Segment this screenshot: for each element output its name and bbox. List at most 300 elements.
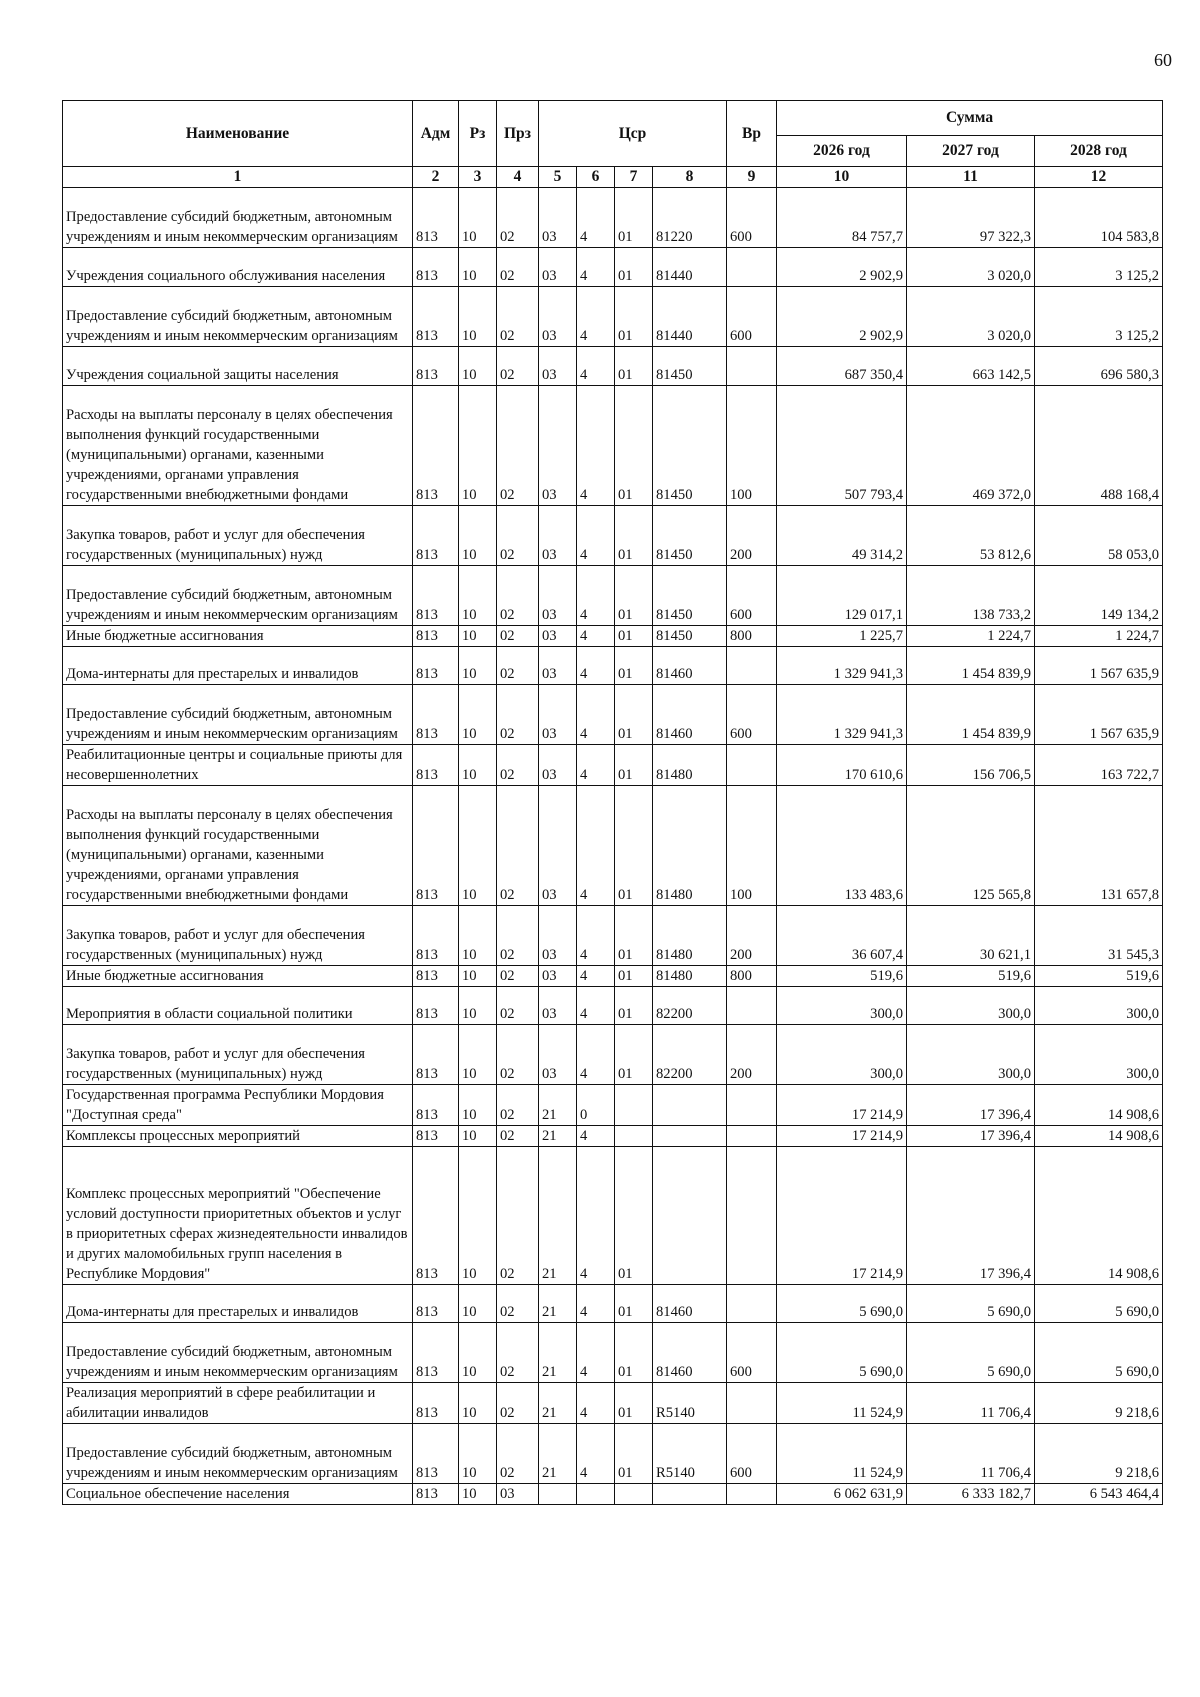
row-rz: 10: [459, 647, 497, 685]
row-sum-2026: 2 902,9: [777, 248, 907, 287]
row-prz: 02: [497, 1126, 539, 1147]
row-csr-7: 01: [615, 626, 653, 647]
row-csr-6: 4: [577, 685, 615, 745]
row-sum-2028: 6 543 464,4: [1035, 1484, 1163, 1505]
row-name: Комплекс процессных мероприятий "Обеспечение условий доступности приоритетных объектов и услуг в приоритетных сферах жизнедеятельности инвалидов и других маломобильных групп населения в Республике Мордовия": [63, 1147, 413, 1285]
row-csr-5: 21: [539, 1085, 577, 1126]
row-sum-2026: 17 214,9: [777, 1085, 907, 1126]
row-prz: 02: [497, 1025, 539, 1085]
row-rz: 10: [459, 347, 497, 386]
row-adm: 813: [413, 287, 459, 347]
row-sum-2028: 31 545,3: [1035, 906, 1163, 966]
row-adm: 813: [413, 1126, 459, 1147]
row-name: Предоставление субсидий бюджетным, автономным учреждениям и иным некоммерческим организациям: [63, 1323, 413, 1383]
row-sum-2028: 519,6: [1035, 966, 1163, 987]
table-row: [63, 1383, 1163, 1424]
row-sum-2028: 14 908,6: [1035, 1147, 1163, 1285]
row-adm: 813: [413, 906, 459, 966]
header-name: Наименование: [63, 101, 413, 167]
row-csr-7: 01: [615, 1147, 653, 1285]
row-csr-5: 03: [539, 906, 577, 966]
row-sum-2028: 5 690,0: [1035, 1323, 1163, 1383]
row-csr-8: 81450: [653, 626, 727, 647]
row-prz: 02: [497, 745, 539, 786]
row-sum-2028: 300,0: [1035, 987, 1163, 1025]
table-row: [63, 626, 1163, 647]
table-row: [63, 347, 1163, 386]
row-adm: 813: [413, 506, 459, 566]
row-csr-8: R5140: [653, 1383, 727, 1424]
row-csr-7: 01: [615, 188, 653, 248]
row-sum-2027: 1 454 839,9: [907, 647, 1035, 685]
row-vr: 600: [727, 1323, 777, 1383]
row-prz: 02: [497, 506, 539, 566]
row-adm: 813: [413, 1484, 459, 1505]
row-rz: 10: [459, 1147, 497, 1285]
row-adm: 813: [413, 566, 459, 626]
row-adm: 813: [413, 786, 459, 906]
row-name: Предоставление субсидий бюджетным, автономным учреждениям и иным некоммерческим организациям: [63, 287, 413, 347]
row-adm: 813: [413, 1383, 459, 1424]
row-name: Иные бюджетные ассигнования: [63, 626, 413, 647]
row-sum-2026: 507 793,4: [777, 386, 907, 506]
row-vr: 600: [727, 1424, 777, 1484]
column-number: 11: [907, 167, 1035, 188]
row-csr-6: 0: [577, 1085, 615, 1126]
row-vr: [727, 1085, 777, 1126]
row-name: Дома-интернаты для престарелых и инвалидов: [63, 647, 413, 685]
row-csr-5: 03: [539, 987, 577, 1025]
row-name: Закупка товаров, работ и услуг для обеспечения государственных (муниципальных) нужд: [63, 506, 413, 566]
row-csr-8: 81460: [653, 685, 727, 745]
row-sum-2026: 687 350,4: [777, 347, 907, 386]
row-sum-2028: 1 224,7: [1035, 626, 1163, 647]
row-vr: 200: [727, 1025, 777, 1085]
row-csr-7: 01: [615, 745, 653, 786]
row-adm: 813: [413, 987, 459, 1025]
row-csr-5: 03: [539, 966, 577, 987]
row-prz: 02: [497, 1285, 539, 1323]
table-row: [63, 1025, 1163, 1085]
row-adm: 813: [413, 647, 459, 685]
row-csr-8: R5140: [653, 1424, 727, 1484]
row-csr-6: 4: [577, 1126, 615, 1147]
row-csr-6: 4: [577, 347, 615, 386]
row-rz: 10: [459, 626, 497, 647]
row-csr-6: 4: [577, 786, 615, 906]
row-csr-7: 01: [615, 1424, 653, 1484]
row-vr: [727, 248, 777, 287]
row-adm: 813: [413, 626, 459, 647]
row-csr-8: 81440: [653, 248, 727, 287]
column-number: 1: [63, 167, 413, 188]
row-name: Иные бюджетные ассигнования: [63, 966, 413, 987]
row-csr-5: 21: [539, 1323, 577, 1383]
row-csr-5: 03: [539, 745, 577, 786]
row-csr-6: 4: [577, 1424, 615, 1484]
row-csr-5: 03: [539, 386, 577, 506]
row-csr-5: 03: [539, 647, 577, 685]
row-rz: 10: [459, 566, 497, 626]
row-adm: 813: [413, 248, 459, 287]
row-rz: 10: [459, 188, 497, 248]
row-csr-7: 01: [615, 1285, 653, 1323]
row-sum-2027: 519,6: [907, 966, 1035, 987]
row-rz: 10: [459, 786, 497, 906]
row-sum-2027: 17 396,4: [907, 1085, 1035, 1126]
row-csr-7: 01: [615, 906, 653, 966]
column-number: 9: [727, 167, 777, 188]
row-csr-7: [615, 1126, 653, 1147]
row-sum-2028: 163 722,7: [1035, 745, 1163, 786]
row-csr-6: 4: [577, 287, 615, 347]
table-row: [63, 248, 1163, 287]
row-vr: [727, 987, 777, 1025]
row-sum-2026: 300,0: [777, 987, 907, 1025]
row-csr-6: 4: [577, 906, 615, 966]
row-sum-2027: 300,0: [907, 987, 1035, 1025]
row-prz: 02: [497, 906, 539, 966]
row-sum-2026: 1 329 941,3: [777, 685, 907, 745]
row-name: Закупка товаров, работ и услуг для обеспечения государственных (муниципальных) нужд: [63, 1025, 413, 1085]
row-name: Государственная программа Республики Мордовия "Доступная среда": [63, 1085, 413, 1126]
row-prz: 02: [497, 1424, 539, 1484]
row-vr: 600: [727, 685, 777, 745]
row-csr-7: 01: [615, 386, 653, 506]
row-csr-5: 03: [539, 248, 577, 287]
row-sum-2028: 5 690,0: [1035, 1285, 1163, 1323]
row-sum-2028: 131 657,8: [1035, 786, 1163, 906]
row-sum-2027: 138 733,2: [907, 566, 1035, 626]
row-csr-7: [615, 1484, 653, 1505]
row-adm: 813: [413, 347, 459, 386]
row-csr-7: 01: [615, 987, 653, 1025]
row-rz: 10: [459, 685, 497, 745]
header-year-2028: 2028 год: [1035, 136, 1163, 167]
row-csr-5: 21: [539, 1147, 577, 1285]
row-csr-6: 4: [577, 506, 615, 566]
row-sum-2027: 53 812,6: [907, 506, 1035, 566]
row-sum-2026: 1 225,7: [777, 626, 907, 647]
row-csr-6: [577, 1484, 615, 1505]
row-csr-5: 03: [539, 347, 577, 386]
row-sum-2027: 17 396,4: [907, 1126, 1035, 1147]
row-sum-2028: 1 567 635,9: [1035, 685, 1163, 745]
row-sum-2026: 519,6: [777, 966, 907, 987]
row-csr-8: 81460: [653, 1285, 727, 1323]
row-csr-6: 4: [577, 987, 615, 1025]
row-name: Расходы на выплаты персоналу в целях обеспечения выполнения функций государственными (муниципальными) органами, казенными учреждениями, органами управления государственными внебюджетными фондами: [63, 386, 413, 506]
row-prz: 02: [497, 626, 539, 647]
row-csr-6: 4: [577, 647, 615, 685]
row-sum-2028: 149 134,2: [1035, 566, 1163, 626]
row-name: Комплексы процессных мероприятий: [63, 1126, 413, 1147]
row-sum-2028: 14 908,6: [1035, 1126, 1163, 1147]
row-vr: [727, 347, 777, 386]
row-csr-8: 81480: [653, 786, 727, 906]
column-number: 4: [497, 167, 539, 188]
row-rz: 10: [459, 1085, 497, 1126]
row-prz: 02: [497, 287, 539, 347]
row-csr-6: 4: [577, 1383, 615, 1424]
row-vr: 100: [727, 386, 777, 506]
row-sum-2027: 3 020,0: [907, 287, 1035, 347]
row-adm: 813: [413, 1085, 459, 1126]
row-sum-2028: 1 567 635,9: [1035, 647, 1163, 685]
row-csr-7: 01: [615, 1025, 653, 1085]
row-csr-5: 03: [539, 287, 577, 347]
row-sum-2026: 129 017,1: [777, 566, 907, 626]
row-sum-2027: 3 020,0: [907, 248, 1035, 287]
header-sum: Сумма: [777, 101, 1163, 136]
table-row: [63, 506, 1163, 566]
row-sum-2026: 84 757,7: [777, 188, 907, 248]
row-csr-7: 01: [615, 1383, 653, 1424]
row-csr-7: 01: [615, 347, 653, 386]
row-sum-2026: 17 214,9: [777, 1147, 907, 1285]
table-row: [63, 987, 1163, 1025]
row-csr-5: 03: [539, 685, 577, 745]
table-row: [63, 1323, 1163, 1383]
header-csr: Цср: [539, 101, 727, 167]
row-name: Мероприятия в области социальной политики: [63, 987, 413, 1025]
row-sum-2028: 14 908,6: [1035, 1085, 1163, 1126]
row-sum-2027: 17 396,4: [907, 1147, 1035, 1285]
table-row: [63, 188, 1163, 248]
row-sum-2027: 5 690,0: [907, 1285, 1035, 1323]
row-csr-6: 4: [577, 248, 615, 287]
row-csr-8: 81480: [653, 966, 727, 987]
row-adm: 813: [413, 966, 459, 987]
row-sum-2028: 58 053,0: [1035, 506, 1163, 566]
row-adm: 813: [413, 386, 459, 506]
row-vr: 200: [727, 506, 777, 566]
table-row: [63, 1126, 1163, 1147]
row-sum-2027: 663 142,5: [907, 347, 1035, 386]
row-name: Предоставление субсидий бюджетным, автономным учреждениям и иным некоммерческим организациям: [63, 685, 413, 745]
row-sum-2026: 2 902,9: [777, 287, 907, 347]
row-sum-2026: 5 690,0: [777, 1323, 907, 1383]
row-csr-6: 4: [577, 1285, 615, 1323]
table-row: [63, 647, 1163, 685]
row-csr-8: 81450: [653, 347, 727, 386]
row-sum-2026: 11 524,9: [777, 1383, 907, 1424]
row-csr-5: 03: [539, 506, 577, 566]
row-rz: 10: [459, 1383, 497, 1424]
row-adm: 813: [413, 188, 459, 248]
row-sum-2027: 469 372,0: [907, 386, 1035, 506]
row-adm: 813: [413, 1323, 459, 1383]
row-vr: [727, 1484, 777, 1505]
row-csr-8: [653, 1085, 727, 1126]
row-adm: 813: [413, 1424, 459, 1484]
header-year-2027: 2027 год: [907, 136, 1035, 167]
budget-table: [62, 100, 1163, 1505]
row-sum-2026: 300,0: [777, 1025, 907, 1085]
table-row: [63, 1484, 1163, 1505]
column-number: 5: [539, 167, 577, 188]
table-row: [63, 1085, 1163, 1126]
row-rz: 10: [459, 966, 497, 987]
row-csr-8: 81220: [653, 188, 727, 248]
row-vr: 600: [727, 188, 777, 248]
row-name: Дома-интернаты для престарелых и инвалидов: [63, 1285, 413, 1323]
table-row: [63, 745, 1163, 786]
row-vr: [727, 1126, 777, 1147]
row-name: Предоставление субсидий бюджетным, автономным учреждениям и иным некоммерческим организациям: [63, 188, 413, 248]
row-prz: 02: [497, 566, 539, 626]
row-csr-8: 82200: [653, 1025, 727, 1085]
row-sum-2027: 30 621,1: [907, 906, 1035, 966]
row-rz: 10: [459, 1484, 497, 1505]
row-csr-7: 01: [615, 506, 653, 566]
row-csr-8: 81440: [653, 287, 727, 347]
row-csr-5: 03: [539, 786, 577, 906]
row-csr-6: 4: [577, 1147, 615, 1285]
row-csr-5: 21: [539, 1383, 577, 1424]
row-prz: 02: [497, 188, 539, 248]
table-row: [63, 566, 1163, 626]
row-prz: 02: [497, 685, 539, 745]
table-row: [63, 685, 1163, 745]
row-prz: 02: [497, 1383, 539, 1424]
column-number: 10: [777, 167, 907, 188]
row-sum-2028: 9 218,6: [1035, 1424, 1163, 1484]
row-csr-7: [615, 1085, 653, 1126]
column-number-row: [63, 167, 1163, 188]
row-csr-8: 81450: [653, 566, 727, 626]
row-sum-2027: 6 333 182,7: [907, 1484, 1035, 1505]
row-vr: 600: [727, 566, 777, 626]
row-name: Социальное обеспечение населения: [63, 1484, 413, 1505]
row-sum-2028: 696 580,3: [1035, 347, 1163, 386]
column-number: 3: [459, 167, 497, 188]
table-row: [63, 786, 1163, 906]
row-csr-5: 03: [539, 626, 577, 647]
table-row: [63, 906, 1163, 966]
row-prz: 02: [497, 647, 539, 685]
row-name: Учреждения социальной защиты населения: [63, 347, 413, 386]
row-sum-2027: 97 322,3: [907, 188, 1035, 248]
row-adm: 813: [413, 1025, 459, 1085]
row-csr-6: 4: [577, 566, 615, 626]
row-adm: 813: [413, 1147, 459, 1285]
row-sum-2028: 9 218,6: [1035, 1383, 1163, 1424]
row-csr-5: 03: [539, 188, 577, 248]
row-sum-2028: 3 125,2: [1035, 248, 1163, 287]
row-vr: [727, 1147, 777, 1285]
row-csr-7: 01: [615, 566, 653, 626]
row-csr-7: 01: [615, 966, 653, 987]
row-rz: 10: [459, 1285, 497, 1323]
header-prz: Прз: [497, 101, 539, 167]
row-csr-7: 01: [615, 685, 653, 745]
row-sum-2027: 125 565,8: [907, 786, 1035, 906]
row-csr-5: 03: [539, 1025, 577, 1085]
column-number: 12: [1035, 167, 1163, 188]
row-csr-5: 21: [539, 1126, 577, 1147]
table-body: [63, 188, 1163, 1505]
row-sum-2026: 5 690,0: [777, 1285, 907, 1323]
row-sum-2026: 1 329 941,3: [777, 647, 907, 685]
header-year-2026: 2026 год: [777, 136, 907, 167]
column-number: 8: [653, 167, 727, 188]
row-sum-2027: 300,0: [907, 1025, 1035, 1085]
row-name: Реабилитационные центры и социальные приюты для несовершеннолетних: [63, 745, 413, 786]
row-name: Предоставление субсидий бюджетным, автономным учреждениям и иным некоммерческим организациям: [63, 566, 413, 626]
row-vr: [727, 1383, 777, 1424]
row-rz: 10: [459, 1323, 497, 1383]
row-sum-2027: 5 690,0: [907, 1323, 1035, 1383]
row-vr: 200: [727, 906, 777, 966]
row-rz: 10: [459, 1025, 497, 1085]
row-sum-2027: 11 706,4: [907, 1383, 1035, 1424]
row-prz: 02: [497, 347, 539, 386]
row-vr: 800: [727, 966, 777, 987]
row-name: Расходы на выплаты персоналу в целях обеспечения выполнения функций государственными (муниципальными) органами, казенными учреждениями, органами управления государственными внебюджетными фондами: [63, 786, 413, 906]
row-rz: 10: [459, 906, 497, 966]
row-csr-5: 03: [539, 566, 577, 626]
row-csr-7: 01: [615, 287, 653, 347]
row-vr: 100: [727, 786, 777, 906]
row-sum-2028: 300,0: [1035, 1025, 1163, 1085]
row-csr-5: 21: [539, 1285, 577, 1323]
row-csr-7: 01: [615, 647, 653, 685]
row-csr-7: 01: [615, 1323, 653, 1383]
row-sum-2026: 170 610,6: [777, 745, 907, 786]
row-csr-6: 4: [577, 1323, 615, 1383]
row-prz: 02: [497, 966, 539, 987]
row-csr-6: 4: [577, 1025, 615, 1085]
row-prz: 02: [497, 1323, 539, 1383]
row-prz: 02: [497, 1085, 539, 1126]
row-csr-6: 4: [577, 626, 615, 647]
row-prz: 02: [497, 987, 539, 1025]
row-csr-5: [539, 1484, 577, 1505]
row-sum-2028: 488 168,4: [1035, 386, 1163, 506]
column-number: 6: [577, 167, 615, 188]
row-adm: 813: [413, 685, 459, 745]
row-sum-2026: 36 607,4: [777, 906, 907, 966]
page-number: 60: [1154, 50, 1172, 70]
row-csr-8: 82200: [653, 987, 727, 1025]
row-csr-8: [653, 1484, 727, 1505]
row-sum-2026: 6 062 631,9: [777, 1484, 907, 1505]
row-sum-2027: 156 706,5: [907, 745, 1035, 786]
row-prz: 03: [497, 1484, 539, 1505]
row-sum-2028: 3 125,2: [1035, 287, 1163, 347]
row-prz: 02: [497, 1147, 539, 1285]
table-row: [63, 1424, 1163, 1484]
row-csr-8: 81460: [653, 647, 727, 685]
row-rz: 10: [459, 1424, 497, 1484]
row-sum-2027: 1 224,7: [907, 626, 1035, 647]
row-vr: 600: [727, 287, 777, 347]
row-prz: 02: [497, 248, 539, 287]
table-row: [63, 287, 1163, 347]
row-csr-8: 81480: [653, 906, 727, 966]
row-vr: [727, 745, 777, 786]
table-row: [63, 1147, 1163, 1285]
row-vr: [727, 647, 777, 685]
column-number: 2: [413, 167, 459, 188]
row-name: Закупка товаров, работ и услуг для обеспечения государственных (муниципальных) нужд: [63, 906, 413, 966]
row-csr-8: 81480: [653, 745, 727, 786]
row-name: Предоставление субсидий бюджетным, автономным учреждениям и иным некоммерческим организациям: [63, 1424, 413, 1484]
table-row: [63, 966, 1163, 987]
row-sum-2028: 104 583,8: [1035, 188, 1163, 248]
row-rz: 10: [459, 386, 497, 506]
